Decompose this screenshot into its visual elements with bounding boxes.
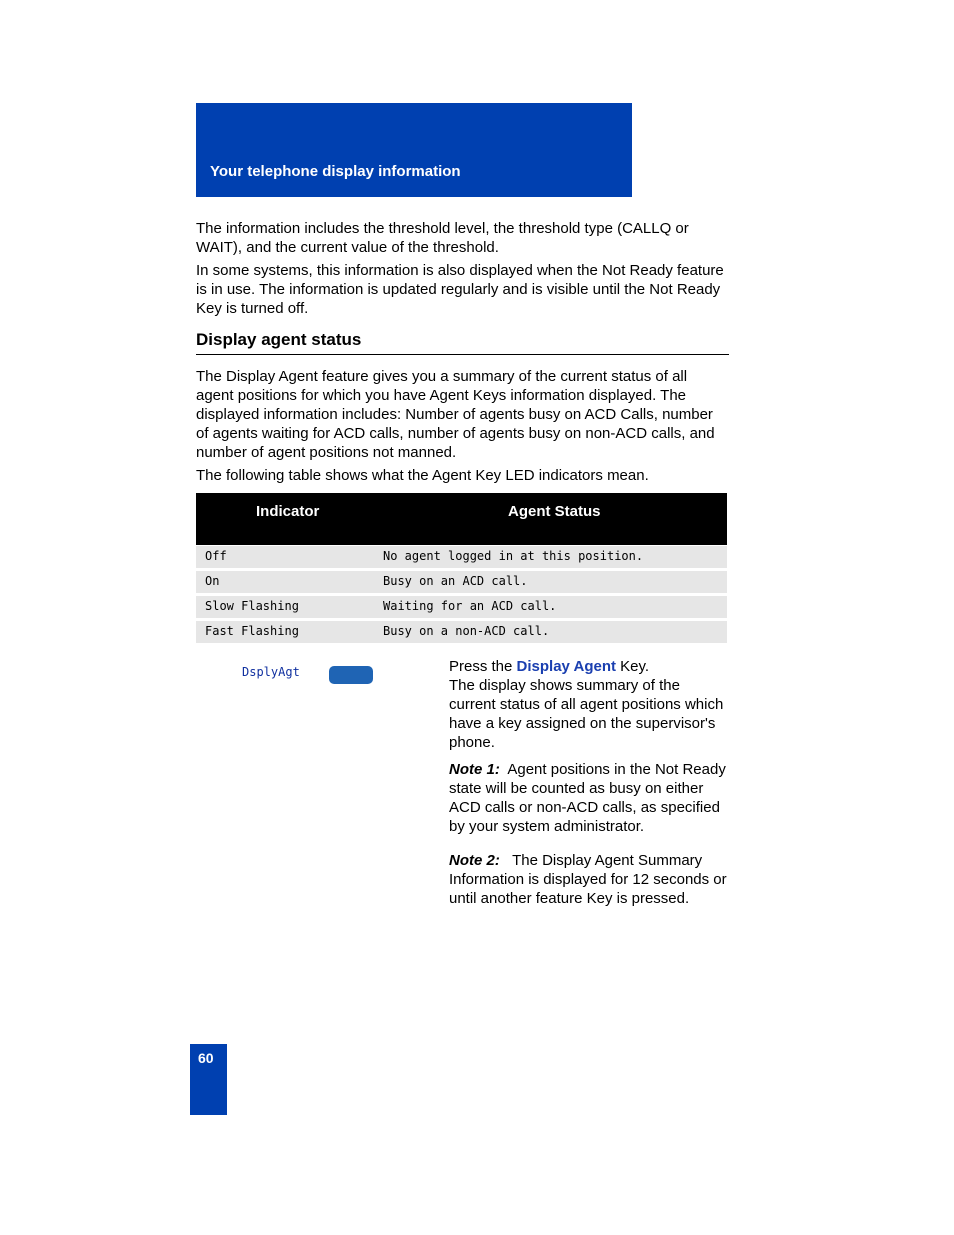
page-number: 60 [198,1050,214,1066]
paragraph-display-agent: The Display Agent feature gives you a summary of the current status of all agent positions for which you have Agent Keys information displayed. The displayed information includes: Number of agents busy on ACD Calls, number of agents waiting for ACD calls, number of agents busy on non-ACD calls, and number of agent positions not manned. [196,368,715,461]
section-heading: Display agent status [196,330,729,355]
table-header [196,493,727,545]
key-name: Display Agent [516,658,616,675]
status-cell: Busy on a non-ACD call. [383,624,550,638]
status-cell: Busy on an ACD call. [383,574,528,588]
press-prefix: Press the [449,658,517,675]
header-banner [196,103,632,197]
display-lcd-label: DsplyAgt [242,665,300,679]
note-2 [449,851,729,908]
press-suffix: Key. [616,658,650,675]
note-2-text: The Display Agent Summary Information is displayed for 12 seconds or until another feature Key is pressed. [449,852,727,907]
paragraph-not-ready: In some systems, this information is also displayed when the Not Ready feature is in use. The information is updated regularly and is visible until the Not Ready Key is turned off. [196,262,724,317]
page-header-title: Your telephone display information [210,163,461,180]
page-number-tab [190,1044,227,1115]
indicator-cell: Fast Flashing [205,624,299,638]
note-1 [449,760,729,836]
paragraph-table-intro: The following table shows what the Agent Key LED indicators mean. [196,467,649,484]
indicator-cell: On [205,574,220,588]
indicator-cell: Off [205,549,227,563]
indicator-cell: Slow Flashing [205,599,299,613]
note-1-label: Note 1: [449,761,500,778]
table-row [196,621,727,643]
note-1-text: Agent positions in the Not Ready state will be counted as busy on either ACD calls or non-ACD calls, as specified by your system administrator. [449,761,726,835]
status-cell: Waiting for an ACD call. [383,599,557,613]
status-cell: No agent logged in at this position. [383,549,644,563]
column-header-agent-status: Agent Status [508,503,601,520]
table-row [196,546,727,568]
paragraph-threshold: The information includes the threshold level, the threshold type (CALLQ or WAIT), and the current value of the threshold. [196,220,689,256]
display-agent-key-button[interactable] [329,666,373,684]
instruction-description: The display shows summary of the current status of all agent positions which have a key assigned on the supervisor's phone. [449,677,724,751]
column-header-indicator: Indicator [256,503,320,520]
table-row [196,596,727,618]
note-2-label: Note 2: [449,852,500,869]
instruction-block [449,657,729,752]
table-row [196,571,727,593]
